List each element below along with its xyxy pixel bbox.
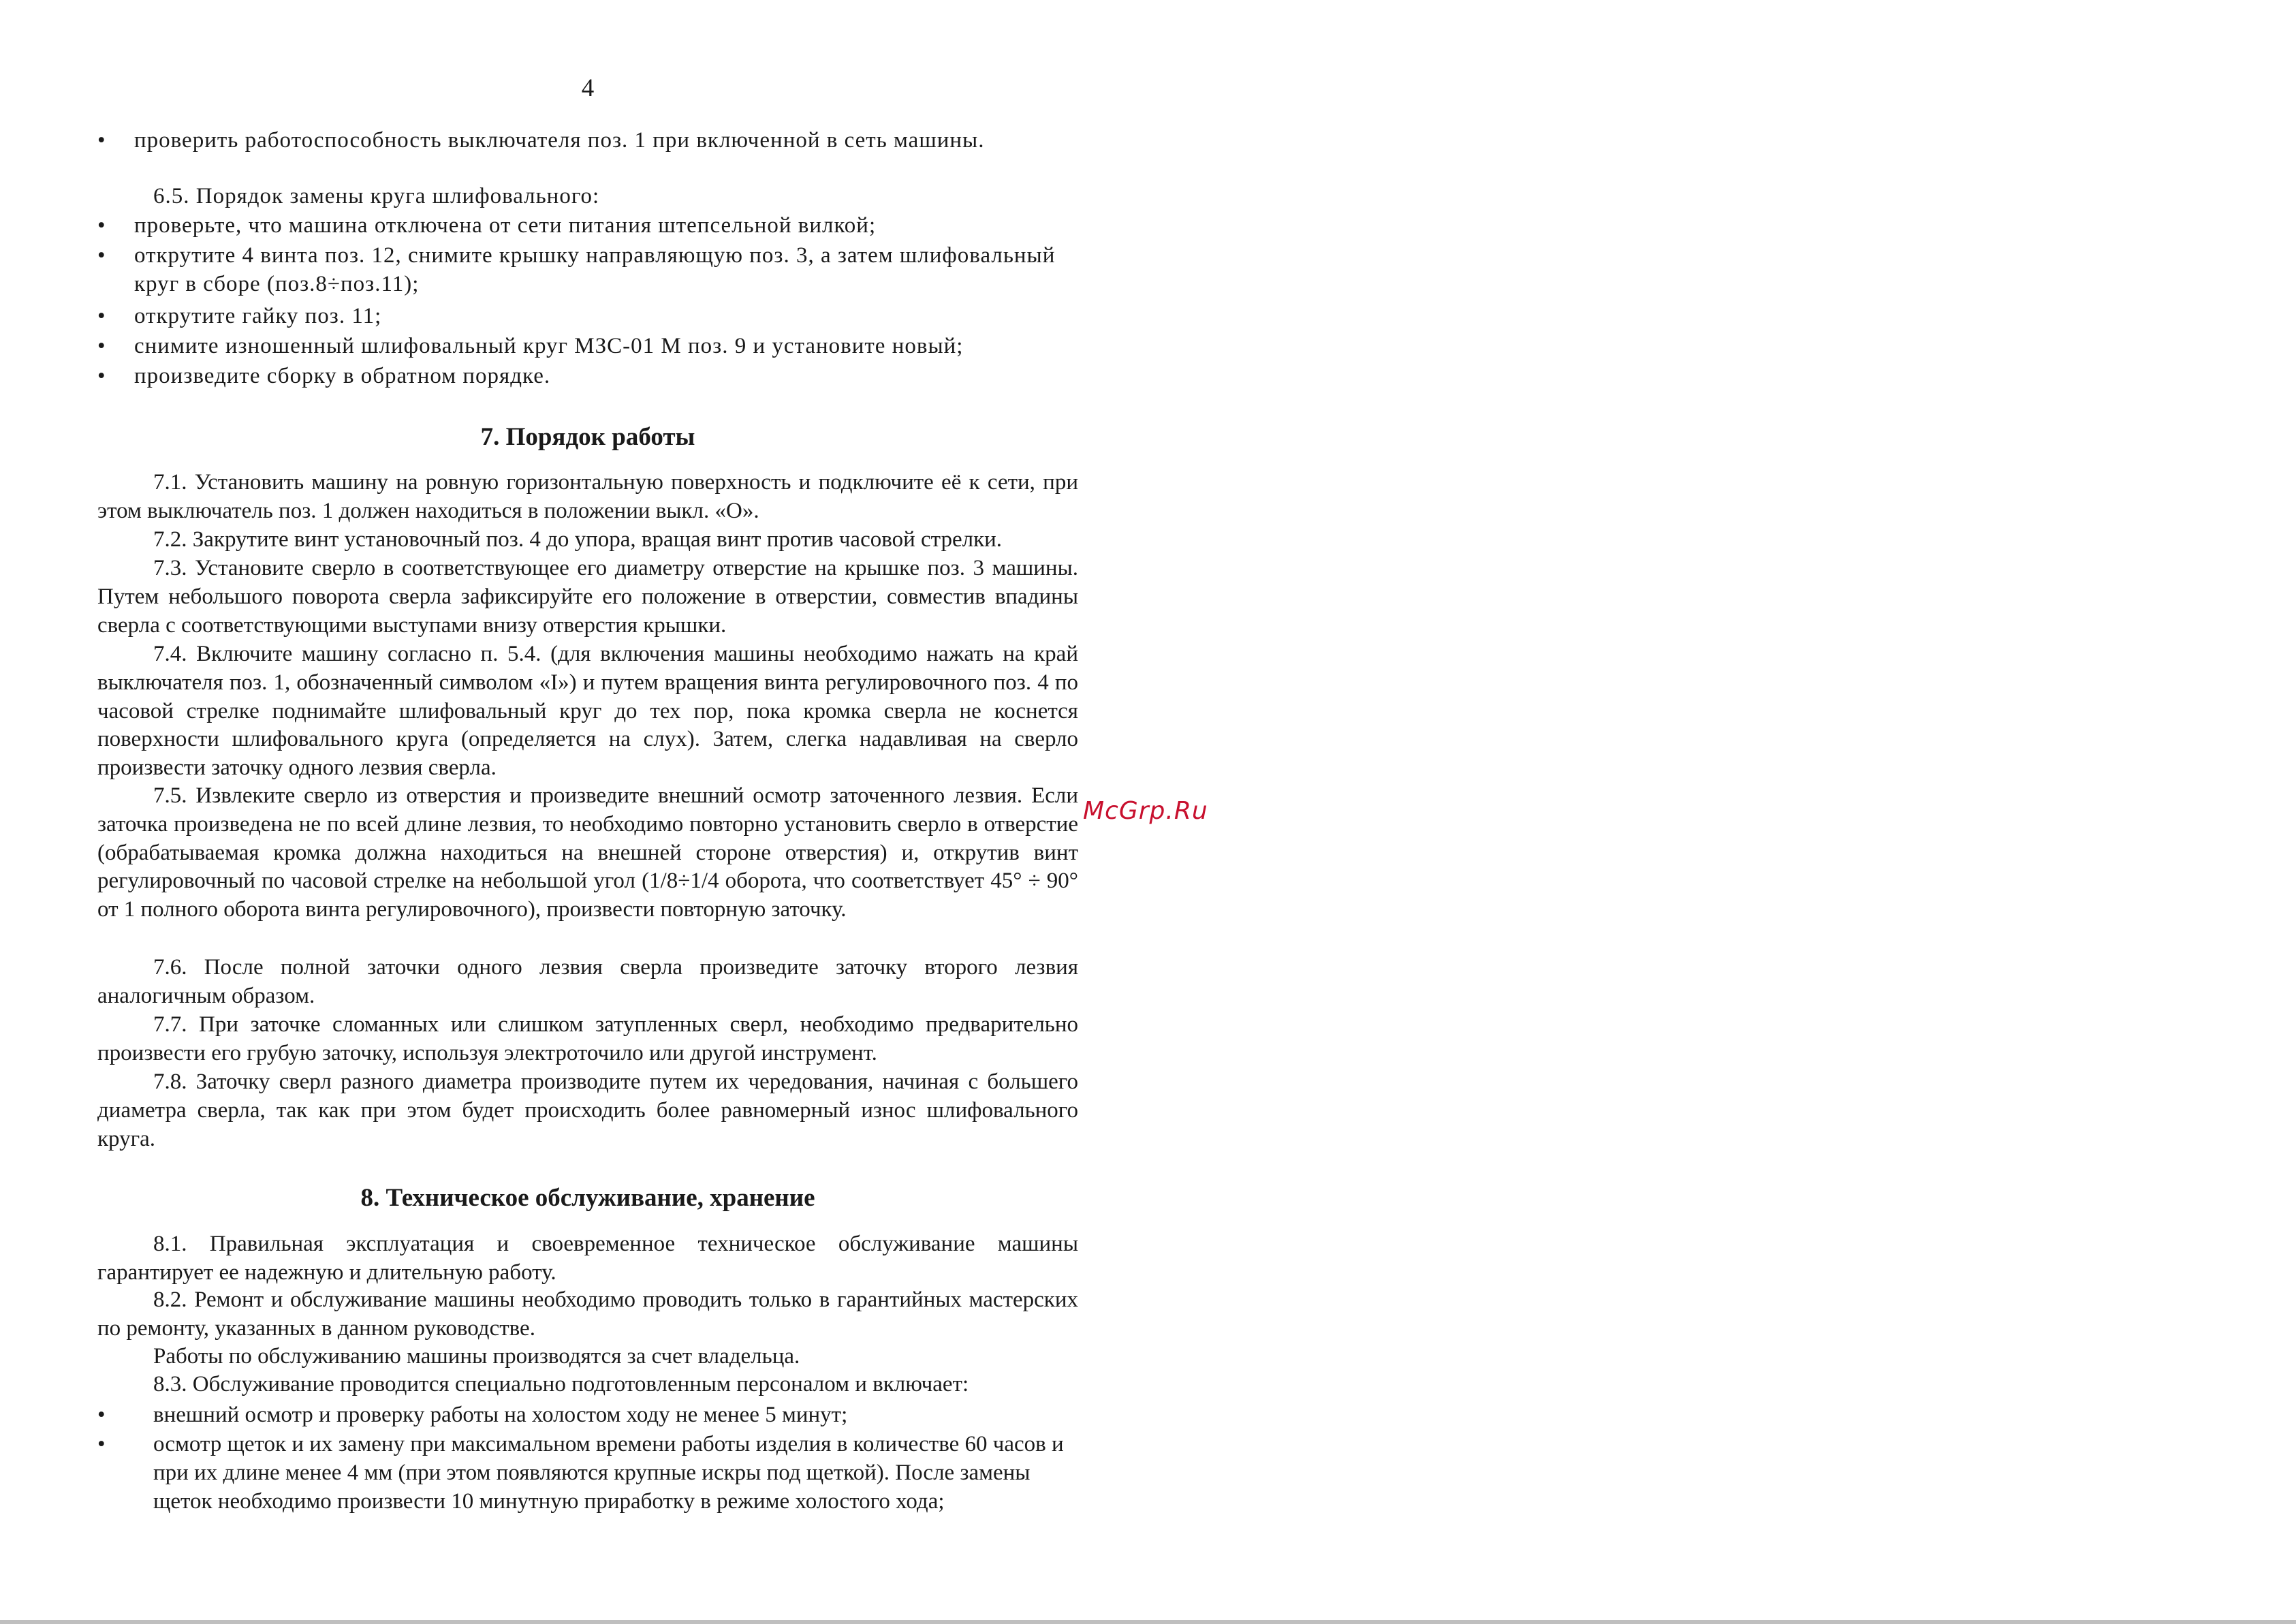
paragraph: 7.8. Заточку сверл разного диаметра производите путем их чередования, начиная с большего диаметра сверла, так как при этом будет происходить более равномерный износ шлифовального круга. [97, 1069, 1078, 1151]
paragraph: 7.5. Извлеките сверло из отверстия и произведите внешний осмотр заточенного лезвия. Если заточка произведена не по всей длине лезвия, то необходимо повторно установить сверло в отверстие (обрабатываемая кромка должна находиться на внешней стороне отверстия) и, открутив винт регулировочный по часовой стрелке на небольшой угол (1/8÷1/4 оборота, что соответствует 45° ÷ 90° от 1 полного оборота винта регулировочного), произвести повторную заточку. [97, 783, 1078, 922]
paragraph: 8.1. Правильная эксплуатация и своевременное техническое обслуживание машины гарантирует ее надежную и длительную работу. [97, 1232, 1078, 1285]
paragraph: Работы по обслуживанию машины производятся за счет владельца. [153, 1344, 800, 1369]
paragraph: 8.3. Обслуживание проводится специально подготовленным персоналом и включает: [153, 1372, 969, 1396]
paragraph: 7.1. Установить машину на ровную горизонтальную поверхность и подключите её к сети, при этом выключатель поз. 1 должен находиться в положении выкл. «О». [97, 470, 1078, 523]
list-item [97, 127, 1078, 155]
bullet-icon: • [97, 304, 106, 328]
list-item-text: снимите изношенный шлифовальный круг МЗС-01 М поз. 9 и установите новый; [134, 334, 964, 358]
list-item-text: осмотр щеток и их замену при максимальном времени работы изделия в количестве 60 часов и при их длине менее 4 мм (при этом появляются крупные искры под щеткой). После замены щеток необходимо произвести 10 минутную приработку в режиме холостого хода; [153, 1432, 1064, 1514]
list-item [97, 212, 1078, 240]
subsection-title: 6.5. Порядок замены круга шлифовального: [153, 184, 600, 208]
list-item-text: произведите сборку в обратном порядке. [134, 364, 551, 388]
section-heading: 7. Порядок работы [480, 423, 695, 451]
bullet-icon: • [97, 128, 106, 153]
list-item [97, 332, 1078, 361]
paragraph: 7.3. Установите сверло в соответствующее его диаметру отверстие на крышке поз. 3 машины. Путем небольшого поворота сверла зафиксируйте его положение в отверстии, совместив впадины сверла с соответствующими выступами внизу отверстия крышки. [97, 556, 1078, 638]
list-item-text: открутите 4 винта поз. 12, снимите крышку направляющую поз. 3, а затем шлифовальный круг в сборе (поз.8÷поз.11); [134, 243, 1056, 296]
list-item-text: проверить работоспособность выключателя поз. 1 при включенной в сеть машины. [134, 128, 985, 153]
page-bottom-divider [0, 1620, 2296, 1624]
bullet-icon: • [97, 334, 106, 358]
list-item [97, 302, 1078, 331]
bullet-icon: • [97, 364, 106, 388]
list-item [97, 1431, 1078, 1516]
paragraph: 7.2. Закрутите винт установочный поз. 4 до упора, вращая винт против часовой стрелки. [153, 527, 1003, 552]
bullet-icon: • [97, 213, 106, 238]
paragraph: 7.4. Включите машину согласно п. 5.4. (для включения машины необходимо нажать на край выключателя поз. 1, обозначенный символом «I») и путем вращения винта регулировочного поз. 4 по часовой стрелке поднимайте шлифовальный круг до тех пор, пока кромка сверла не коснется поверхности шлифовального круга (определяется на слух). Затем, слегка надавливая на сверло произвести заточку одного лезвия сверла. [97, 642, 1078, 781]
section-heading: 8. Техническое обслуживание, хранение [360, 1184, 815, 1212]
list-item-text: открутите гайку поз. 11; [134, 304, 382, 328]
list-item [97, 362, 1078, 391]
paragraph: 7.6. После полной заточки одного лезвия сверла произведите заточку второго лезвия аналогичным образом. [97, 955, 1078, 1008]
paragraph: 8.2. Ремонт и обслуживание машины необходимо проводить только в гарантийных мастерских по ремонту, указанных в данном руководстве. [97, 1287, 1078, 1341]
list-item-text: внешний осмотр и проверку работы на холостом ходу не менее 5 минут; [153, 1403, 848, 1427]
list-item [97, 1401, 1078, 1430]
bullet-icon: • [97, 1403, 106, 1427]
bullet-icon: • [97, 243, 106, 268]
bullet-icon: • [97, 1432, 106, 1456]
list-item-text: проверьте, что машина отключена от сети питания штепсельной вилкой; [134, 213, 877, 238]
paragraph: 7.7. При заточке сломанных или слишком затупленных сверл, необходимо предварительно произвести его грубую заточку, используя электроточило или другой инструмент. [97, 1012, 1078, 1065]
list-item [97, 242, 1078, 299]
watermark: McGrp.Ru [1083, 797, 1208, 825]
page-number: 4 [581, 74, 595, 102]
